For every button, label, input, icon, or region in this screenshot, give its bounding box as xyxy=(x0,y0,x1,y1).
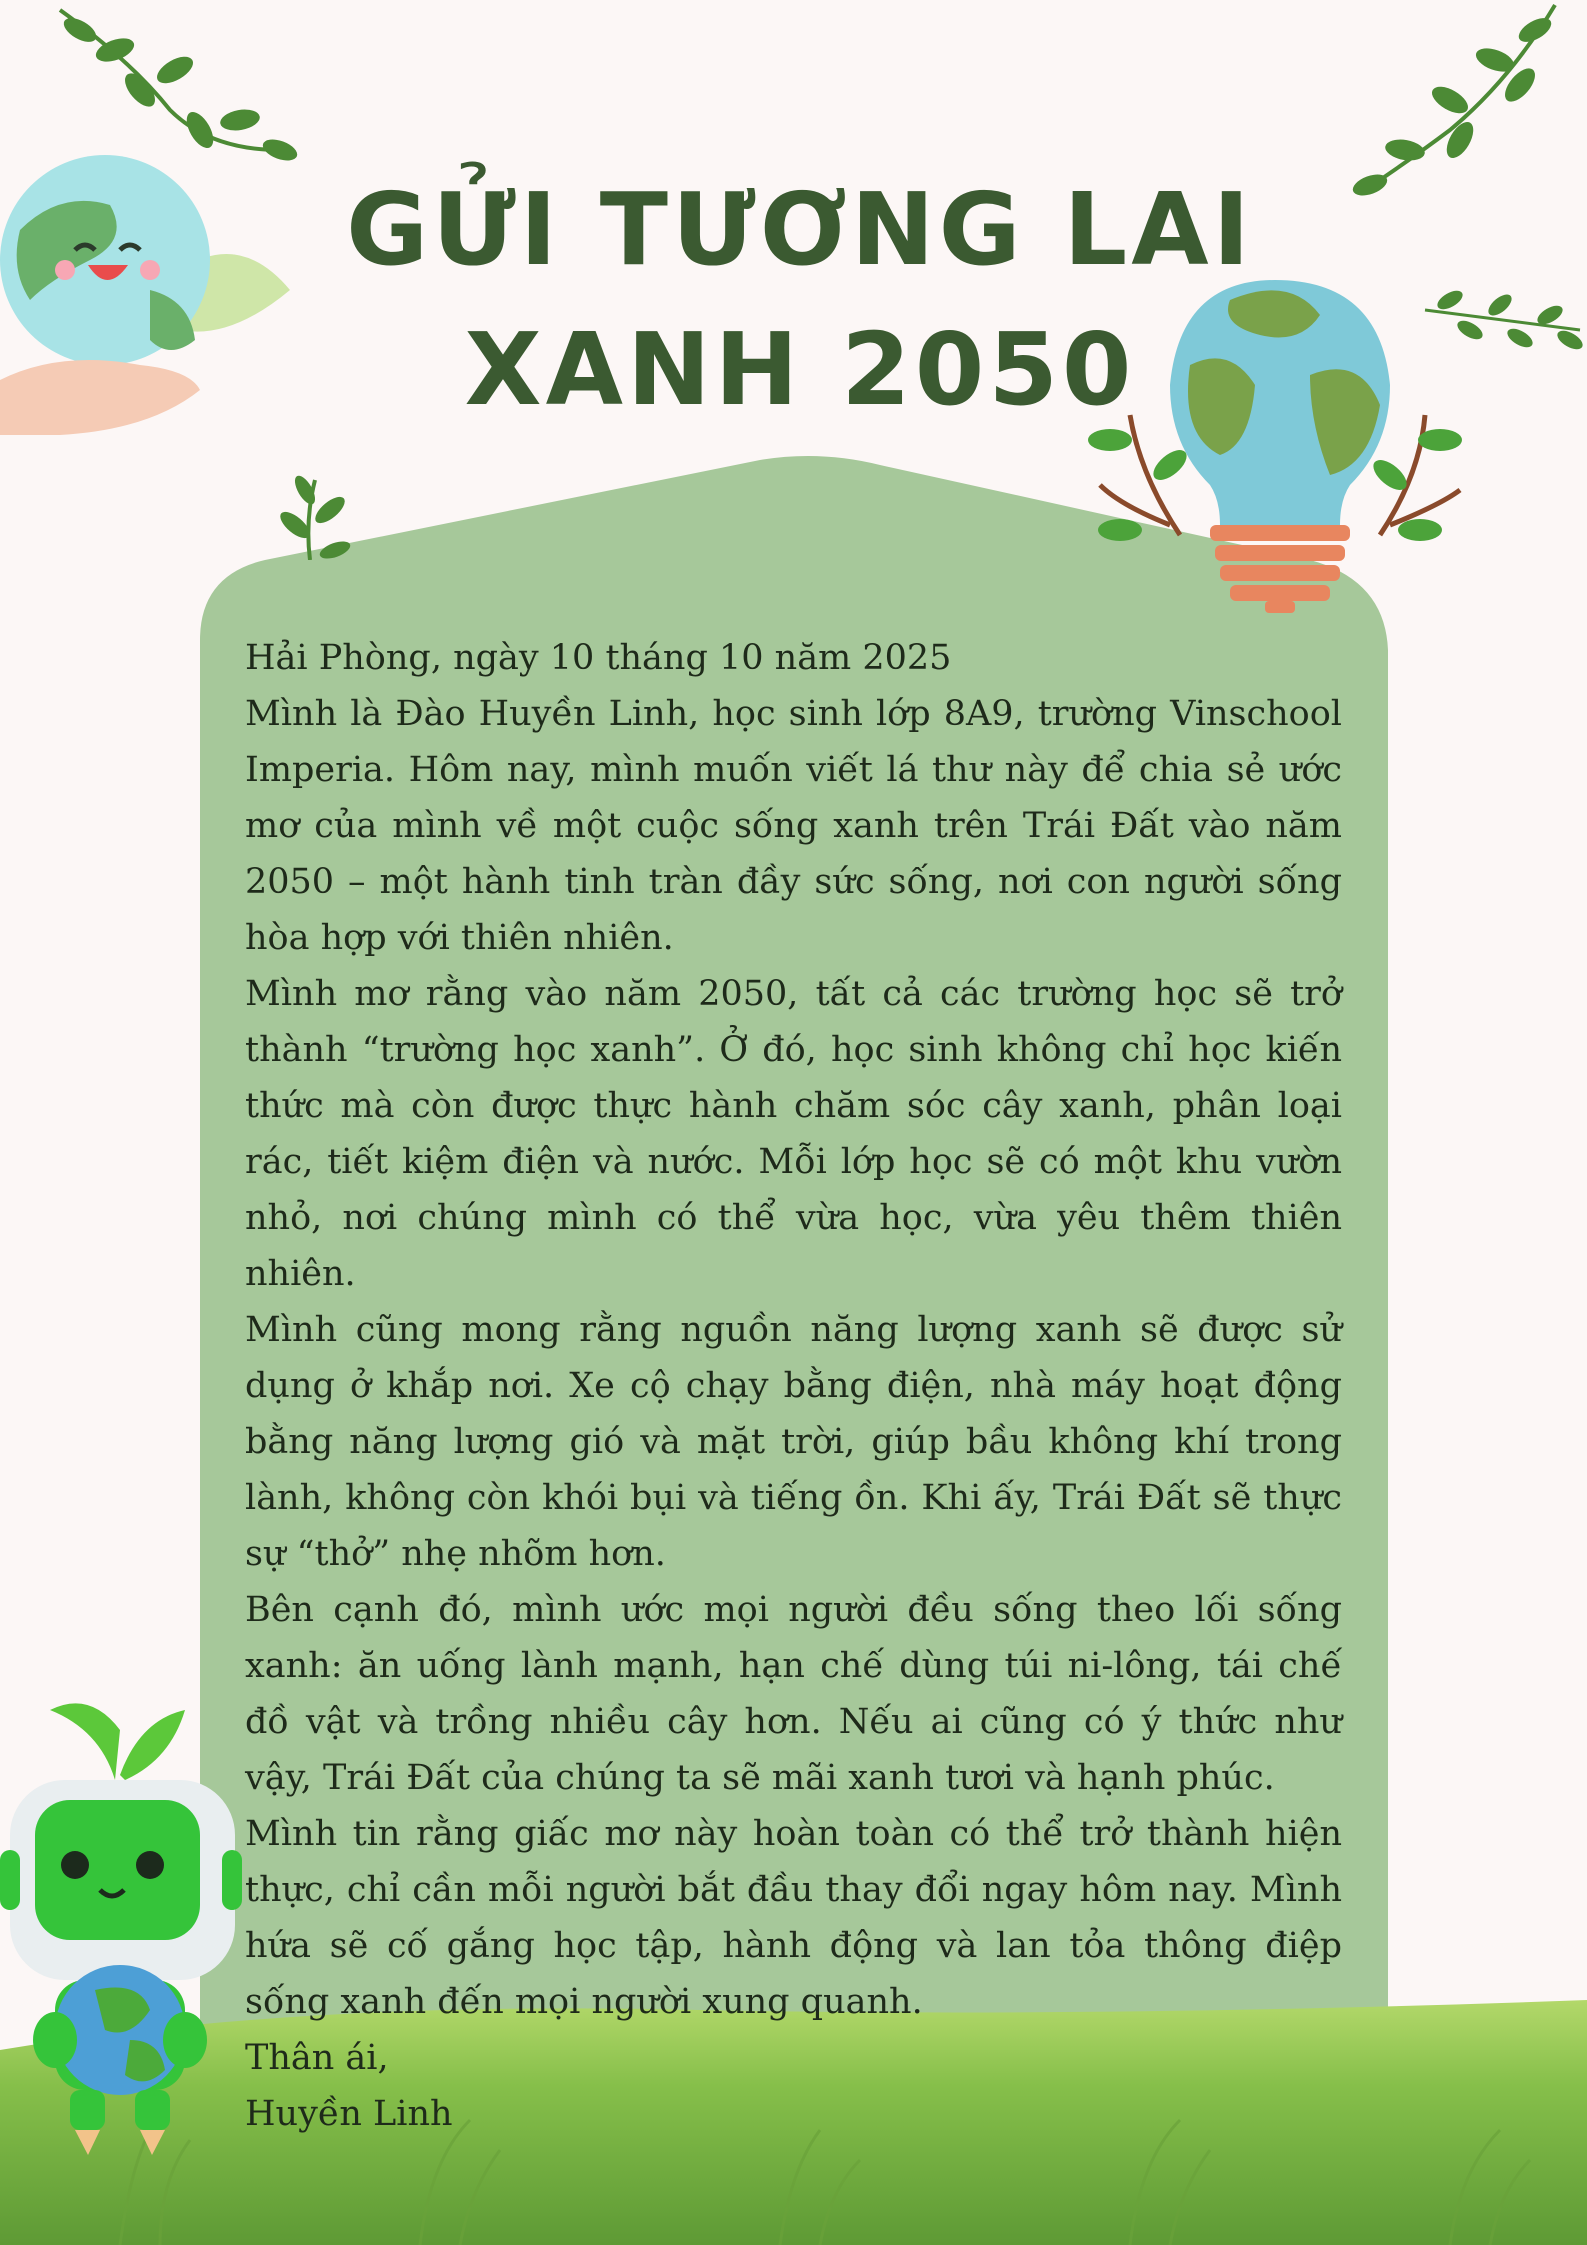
signature: Huyền Linh xyxy=(245,2094,453,2134)
smiling-earth-icon xyxy=(0,150,300,440)
paragraph-intro: Mình là Đào Huyền Linh, học sinh lớp 8A9, trường Vinschool Imperia. Hôm nay, mình muốn viết lá thư này để chia sẻ ước mơ của mình về một cuộc sống xanh trên Trái Đất vào năm 2050 – một hành tinh tràn đầy sức sống, nơi con người sống hòa hợp với thiên nhiên. xyxy=(245,694,1342,958)
vine-icon xyxy=(1310,0,1580,210)
title-line-1: GỬI TƯƠNG LAI xyxy=(346,171,1254,288)
paragraph-green-energy: Mình cũng mong rằng nguồn năng lượng xanh sẽ được sử dụng ở khắp nơi. Xe cộ chạy bằng điện, nhà máy hoạt động bằng năng lượng gió và mặt trời, giúp bầu không khí trong lành, không còn khói bụi và tiếng ồn. Khi ấy, Trái Đất sẽ thực sự “thở” nhẹ nhõm hơn. xyxy=(245,1310,1342,1574)
letter-body xyxy=(245,630,1342,2142)
robot-earth-icon xyxy=(0,1690,250,2160)
paragraph-green-lifestyle: Bên cạnh đó, mình ước mọi người đều sống theo lối sống xanh: ăn uống lành mạnh, hạn chế dùng túi ni-lông, tái chế đồ vật và trồng nhiều cây hơn. Nếu ai cũng có ý thức như vậy, Trái Đất của chúng ta sẽ mãi xanh tươi và hạnh phúc. xyxy=(245,1590,1342,1798)
page-title xyxy=(300,160,1300,440)
title-line-2: XANH 2050 xyxy=(464,311,1136,428)
sprout-icon xyxy=(265,470,355,560)
closing: Thân ái, xyxy=(245,2038,389,2078)
date-line: Hải Phòng, ngày 10 tháng 10 năm 2025 xyxy=(245,638,952,678)
paragraph-green-school: Mình mơ rằng vào năm 2050, tất cả các trường học sẽ trở thành “trường học xanh”. Ở đó, học sinh không chỉ học kiến thức mà còn được thực hành chăm sóc cây xanh, phân loại rác, tiết kiệm điện và nước. Mỗi lớp học sẽ có một khu vườn nhỏ, nơi chúng mình có thể vừa học, vừa yêu thêm thiên nhiên. xyxy=(245,974,1342,1294)
paragraph-promise: Mình tin rằng giấc mơ này hoàn toàn có thể trở thành hiện thực, chỉ cần mỗi người bắt đầu thay đổi ngay hôm nay. Mình hứa sẽ cố gắng học tập, hành động và lan tỏa thông điệp sống xanh đến mọi người xung quanh. xyxy=(245,1814,1342,2022)
